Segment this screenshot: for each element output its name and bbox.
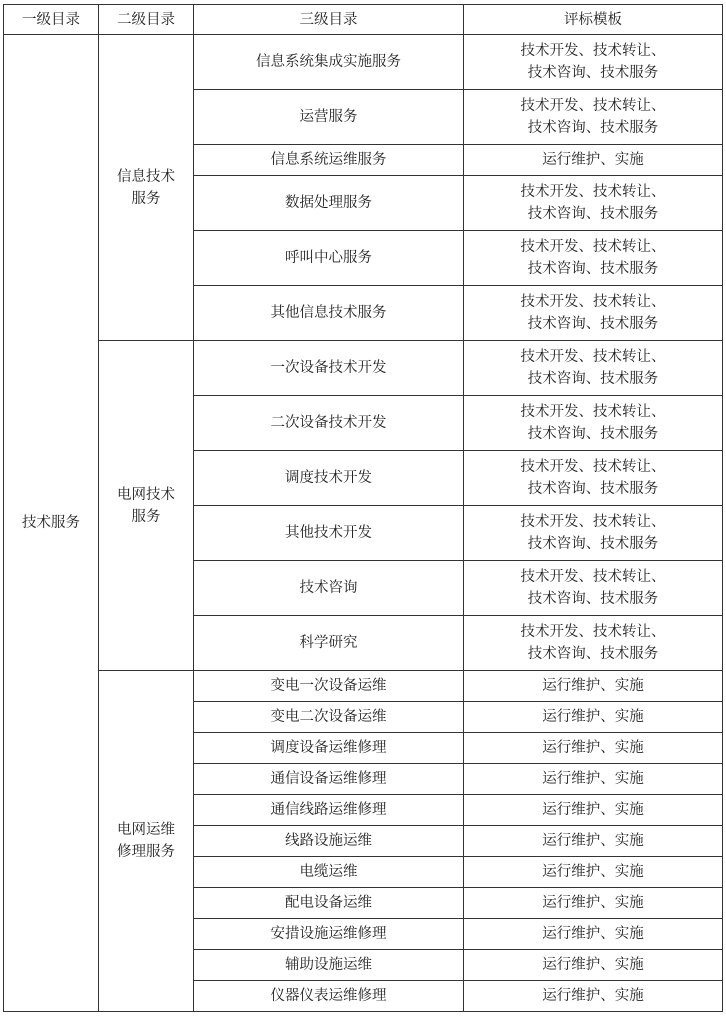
header-template: 评标模板 bbox=[464, 5, 723, 35]
template-cell: 运行维护、实施 bbox=[464, 764, 723, 795]
template-cell bbox=[464, 35, 723, 90]
template-cell bbox=[464, 561, 723, 616]
template-cell bbox=[464, 616, 723, 671]
template-label: 运行维护、实施 bbox=[542, 152, 644, 168]
template-cell bbox=[464, 451, 723, 506]
template-label: 技术开发、技术转让、 技术咨询、技术服务 bbox=[520, 404, 666, 442]
level3-cell: 一次设备技术开发 bbox=[194, 341, 464, 396]
template-cell: 运行维护、实施 bbox=[464, 888, 723, 919]
table-row bbox=[4, 671, 723, 702]
template-label: 技术开发、技术转让、 技术咨询、技术服务 bbox=[520, 294, 666, 332]
template-cell: 运行维护、实施 bbox=[464, 826, 723, 857]
level3-cell: 数据处理服务 bbox=[194, 176, 464, 231]
template-cell: 运行维护、实施 bbox=[464, 919, 723, 950]
template-label: 技术开发、技术转让、 技术咨询、技术服务 bbox=[520, 459, 666, 497]
template-cell bbox=[464, 176, 723, 231]
template-cell bbox=[464, 90, 723, 145]
level3-cell: 变电一次设备运维 bbox=[194, 671, 464, 702]
template-label: 技术开发、技术转让、 技术咨询、技术服务 bbox=[520, 98, 666, 136]
table-row bbox=[4, 35, 723, 90]
level3-cell: 信息系统运维服务 bbox=[194, 145, 464, 176]
template-cell bbox=[464, 506, 723, 561]
level3-cell: 通信设备运维修理 bbox=[194, 764, 464, 795]
level2-cell bbox=[99, 35, 194, 341]
template-cell bbox=[464, 231, 723, 286]
level3-cell: 其他技术开发 bbox=[194, 506, 464, 561]
level3-cell: 运营服务 bbox=[194, 90, 464, 145]
template-cell: 运行维护、实施 bbox=[464, 733, 723, 764]
template-label: 技术开发、技术转让、 技术咨询、技术服务 bbox=[520, 349, 666, 387]
level3-cell: 辅助设施运维 bbox=[194, 950, 464, 981]
level2-cell bbox=[99, 671, 194, 1012]
level1-cell bbox=[4, 35, 99, 1012]
header-level3: 三级目录 bbox=[194, 5, 464, 35]
level1-label: 技术服务 bbox=[22, 515, 80, 531]
template-cell: 运行维护、实施 bbox=[464, 671, 723, 702]
level3-cell: 调度设备运维修理 bbox=[194, 733, 464, 764]
level3-cell: 其他信息技术服务 bbox=[194, 286, 464, 341]
template-label: 技术开发、技术转让、 技术咨询、技术服务 bbox=[520, 569, 666, 607]
template-cell bbox=[464, 286, 723, 341]
table-row bbox=[4, 341, 723, 396]
level2-cell bbox=[99, 341, 194, 671]
level3-cell: 通信线路运维修理 bbox=[194, 795, 464, 826]
template-cell: 运行维护、实施 bbox=[464, 950, 723, 981]
level3-cell: 电缆运维 bbox=[194, 857, 464, 888]
level3-cell: 信息系统集成实施服务 bbox=[194, 35, 464, 90]
level3-cell: 调度技术开发 bbox=[194, 451, 464, 506]
level3-cell: 线路设施运维 bbox=[194, 826, 464, 857]
template-label: 技术开发、技术转让、 技术咨询、技术服务 bbox=[520, 514, 666, 552]
template-cell: 运行维护、实施 bbox=[464, 981, 723, 1012]
template-cell bbox=[464, 341, 723, 396]
level3-cell: 技术咨询 bbox=[194, 561, 464, 616]
level3-cell: 变电二次设备运维 bbox=[194, 702, 464, 733]
level2-label: 电网运维 修理服务 bbox=[117, 822, 175, 860]
template-label: 技术开发、技术转让、 技术咨询、技术服务 bbox=[520, 184, 666, 222]
template-label: 技术开发、技术转让、 技术咨询、技术服务 bbox=[520, 43, 666, 81]
template-cell: 运行维护、实施 bbox=[464, 795, 723, 826]
level3-cell: 配电设备运维 bbox=[194, 888, 464, 919]
header-row bbox=[4, 5, 723, 35]
level3-cell: 安措设施运维修理 bbox=[194, 919, 464, 950]
header-level1: 一级目录 bbox=[4, 5, 99, 35]
template-cell: 运行维护、实施 bbox=[464, 702, 723, 733]
header-level2: 二级目录 bbox=[99, 5, 194, 35]
level2-label: 电网技术 服务 bbox=[117, 486, 175, 525]
level3-cell: 二次设备技术开发 bbox=[194, 396, 464, 451]
level3-cell: 仪器仪表运维修理 bbox=[194, 981, 464, 1012]
level3-cell: 呼叫中心服务 bbox=[194, 231, 464, 286]
template-cell bbox=[464, 396, 723, 451]
template-label: 技术开发、技术转让、 技术咨询、技术服务 bbox=[520, 624, 666, 662]
template-label: 技术开发、技术转让、 技术咨询、技术服务 bbox=[520, 239, 666, 277]
template-cell bbox=[464, 145, 723, 176]
template-cell: 运行维护、实施 bbox=[464, 857, 723, 888]
level3-cell: 科学研究 bbox=[194, 616, 464, 671]
level2-label: 信息技术 服务 bbox=[117, 168, 175, 207]
catalog-table bbox=[3, 4, 723, 1012]
